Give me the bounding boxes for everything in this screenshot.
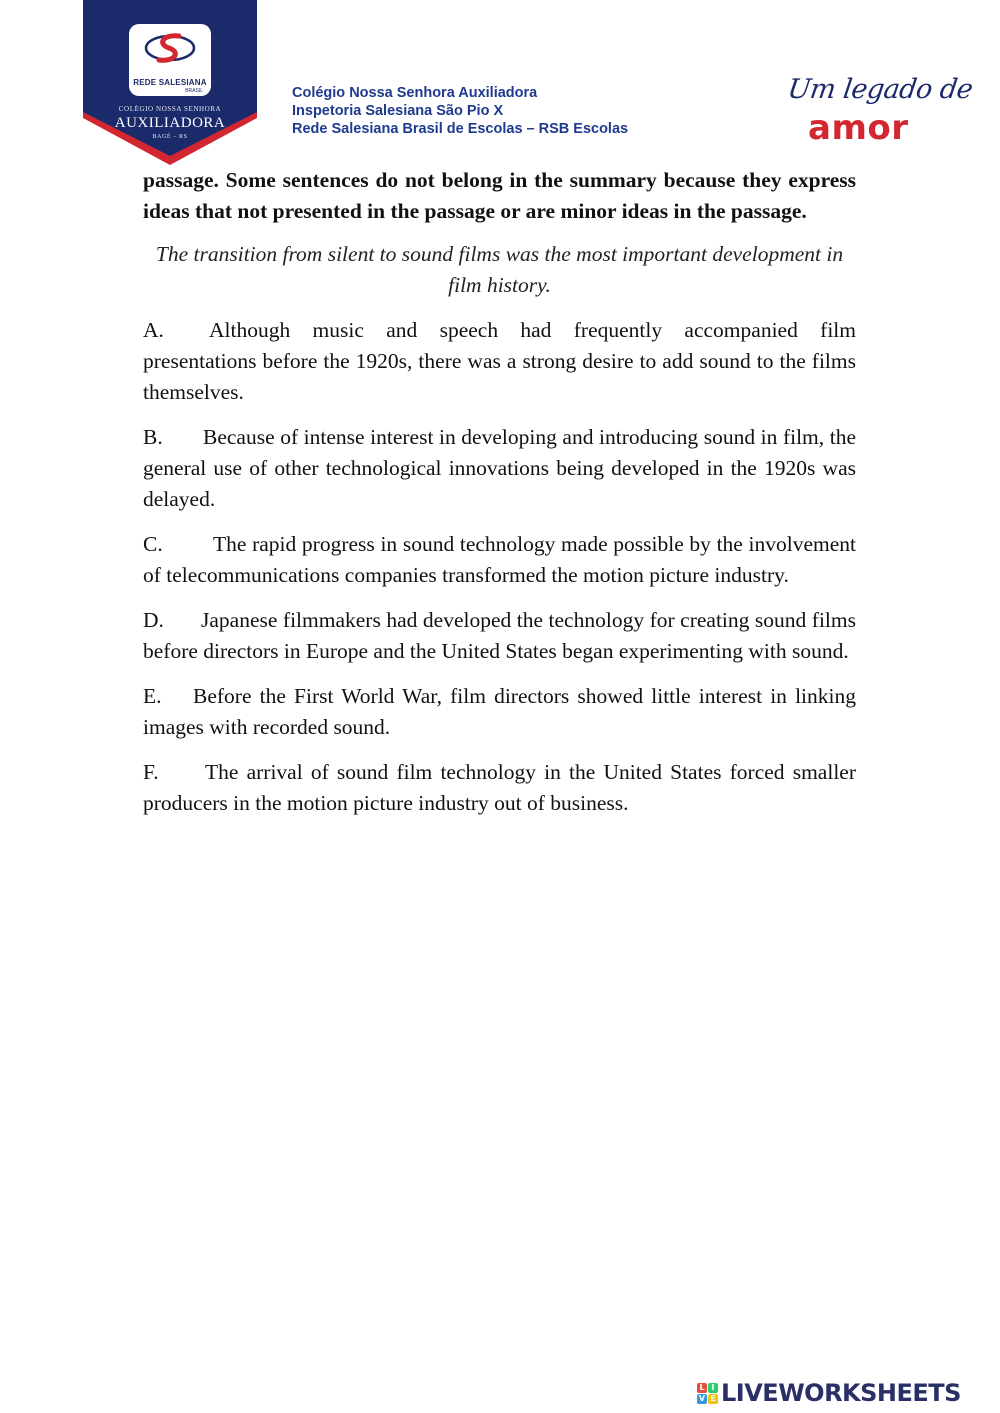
school-logo	[83, 0, 257, 165]
option-letter: A.	[143, 318, 164, 342]
option-b	[143, 422, 856, 515]
slogan-logo	[785, 74, 975, 154]
option-text: Before the First World War, film directors showed little interest in linking images with recorded sound.	[143, 684, 856, 739]
option-letter: D.	[143, 608, 164, 632]
option-letter: C.	[143, 532, 163, 556]
logo-school-prefix: COLÉGIO NOSSA SENHORA	[118, 105, 222, 113]
summary-thesis: The transition from silent to sound films was the most important development in film history.	[155, 242, 844, 297]
option-text: The rapid progress in sound technology made possible by the involvement of telecommunications companies transformed the motion picture industry.	[143, 532, 856, 587]
icon-tile: E	[708, 1394, 718, 1404]
inspectorate-line: Inspetoria Salesiana São Pio X	[292, 103, 504, 119]
option-f	[143, 757, 856, 819]
option-text: The arrival of sound film technology in the United States forced smaller producers in the motion picture industry out of business.	[143, 760, 856, 815]
icon-tile: I	[708, 1383, 718, 1393]
exercise-content	[143, 165, 856, 819]
school-info-block	[292, 84, 628, 138]
icon-tile: V	[698, 1393, 706, 1403]
logo-network-text: REDE SALESIANA	[133, 78, 207, 87]
slogan-emphasis: amor	[808, 108, 909, 148]
logo-school-name: AUXILIADORA	[114, 115, 226, 131]
option-text: Because of intense interest in developing and introducing sound in film, the general use of other technological innovations being developed in the 1920s was delayed.	[143, 425, 856, 511]
exercise-instruction: passage. Some sentences do not belong in the summary because they express ideas that not presented in the passage or are minor ideas in the passage.	[143, 168, 856, 223]
option-text: Japanese filmmakers had developed the technology for creating sound films before directors in Europe and the United States began experimenting with sound.	[143, 608, 856, 663]
liveworksheets-wordmark: LIVEWORKSHEETS	[721, 1379, 961, 1407]
logo-country-text: BRASIL	[185, 88, 203, 94]
option-e	[143, 681, 856, 743]
option-d	[143, 605, 856, 667]
option-text: Although music and speech had frequently accompanied film presentations before the 1920s, there was a strong desire to add sound to the films themselves.	[143, 318, 856, 404]
icon-tile: L	[697, 1383, 707, 1393]
network-line: Rede Salesiana Brasil de Escolas – RSB Escolas	[292, 121, 629, 137]
option-letter: E.	[143, 684, 162, 708]
option-letter: F.	[143, 760, 159, 784]
liveworksheets-logo-icon	[697, 1383, 718, 1404]
slogan-script: Um legado de	[785, 74, 975, 105]
logo-city-text: BAGÉ – RS	[152, 134, 188, 140]
option-letter: B.	[143, 425, 163, 449]
school-name-line: Colégio Nossa Senhora Auxiliadora	[292, 85, 538, 101]
option-c	[143, 529, 856, 591]
option-a	[143, 315, 856, 408]
liveworksheets-brand[interactable]	[697, 1378, 961, 1408]
